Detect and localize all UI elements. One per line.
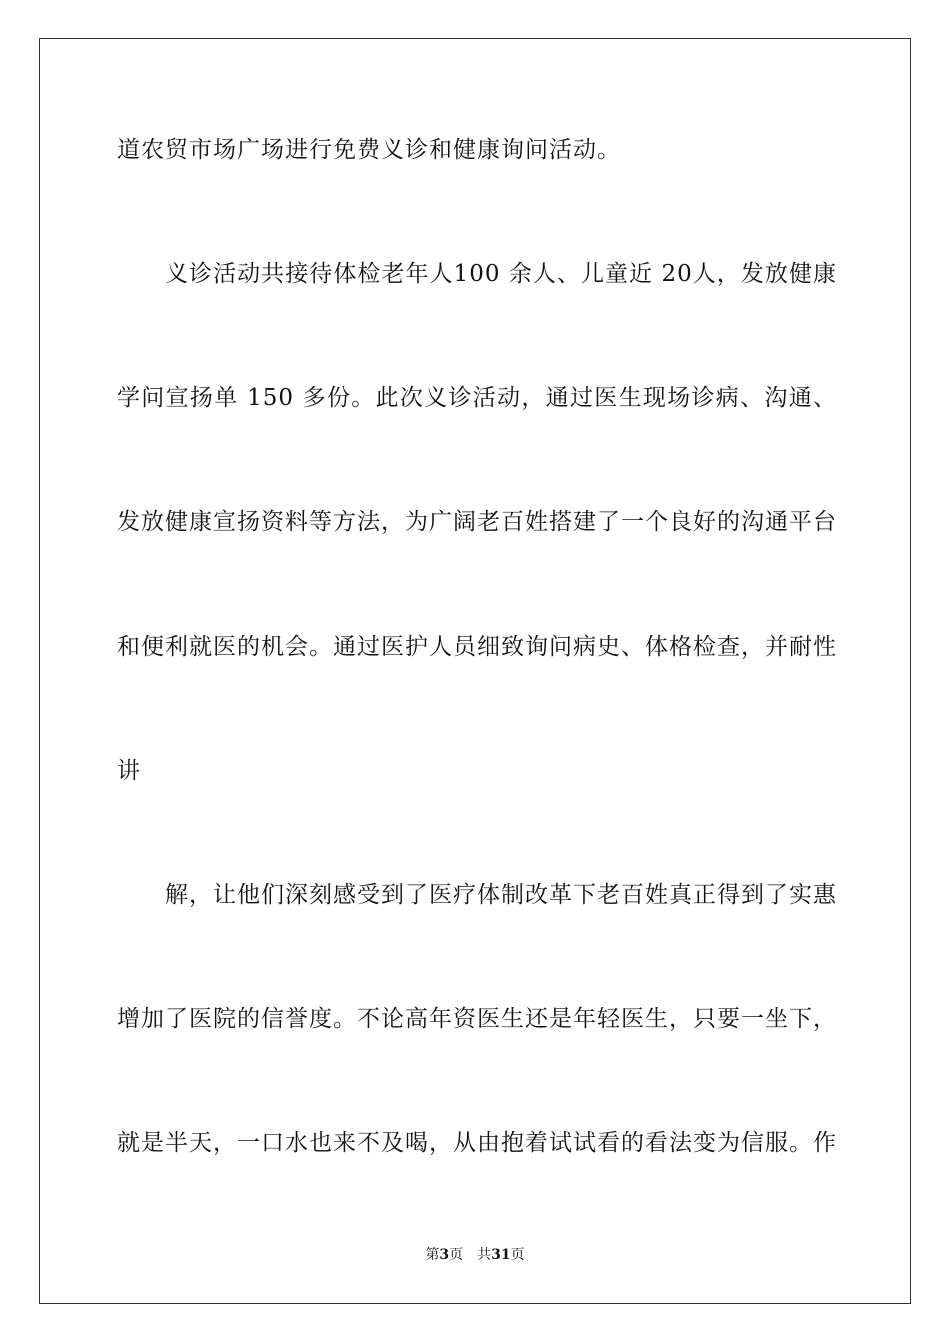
body-line-4: 发放健康宣扬资料等方法，为广阔老百姓搭建了一个良好的沟通平台 [117, 509, 837, 535]
total-prefix: 共 [477, 1247, 492, 1263]
body-line-7: 解，让他们深刻感受到了医疗体制改革下老百姓真正得到了实惠 [165, 882, 837, 908]
total-suffix: 页 [510, 1247, 525, 1263]
body-line-9: 就是半天，一口水也来不及喝，从由抱着试试看的看法变为信服。作 [117, 1130, 837, 1156]
page-number: 3 [439, 1247, 450, 1263]
body-line-8: 增加了医院的信誉度。不论高年资医生还是年轻医生，只要一坐下， [117, 1006, 837, 1032]
body-line-2: 义诊活动共接待体检老年人100 余人、儿童近 20人，发放健康 [165, 261, 837, 287]
page-footer [0, 1245, 950, 1265]
page-prefix: 第 [425, 1247, 440, 1263]
body-line-3: 学问宣扬单 150 多份。此次义诊活动，通过医生现场诊病、沟通、 [117, 385, 837, 411]
total-pages: 31 [491, 1247, 511, 1263]
body-line-5: 和便利就医的机会。通过医护人员细致询问病史、体格检查，并耐性 [117, 634, 837, 660]
body-line-1: 道农贸市场广场进行免费义诊和健康询问活动。 [117, 137, 621, 163]
page-suffix: 页 [449, 1247, 464, 1263]
page-border [39, 38, 911, 1304]
body-line-6: 讲 [117, 758, 141, 784]
